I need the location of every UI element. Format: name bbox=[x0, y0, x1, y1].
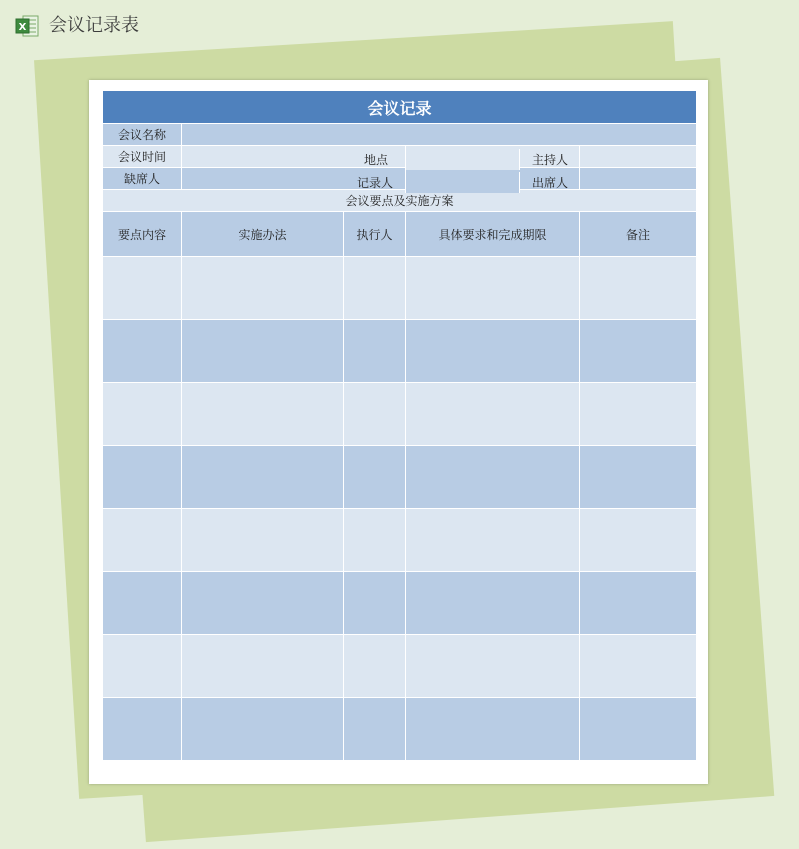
table-cell[interactable] bbox=[182, 698, 344, 761]
meeting-time-label: 会议时间 bbox=[103, 146, 182, 168]
host-row-cell bbox=[580, 146, 697, 168]
sheet-title: 会议记录 bbox=[103, 91, 697, 124]
table-cell[interactable] bbox=[406, 635, 580, 698]
table-cell[interactable] bbox=[406, 698, 580, 761]
table-row bbox=[103, 509, 697, 572]
table-cell[interactable] bbox=[580, 572, 697, 635]
table-cell[interactable] bbox=[103, 698, 182, 761]
recorder-label: 记录人 bbox=[357, 176, 394, 190]
app-title: 会议记录表 bbox=[49, 15, 139, 36]
location-cell[interactable] bbox=[405, 149, 520, 170]
table-cell[interactable] bbox=[580, 509, 697, 572]
table-cell[interactable] bbox=[344, 446, 406, 509]
table-cell[interactable] bbox=[182, 320, 344, 383]
table-row bbox=[103, 320, 697, 383]
table-cell[interactable] bbox=[344, 635, 406, 698]
table-cell[interactable] bbox=[182, 257, 344, 320]
table-cell[interactable] bbox=[580, 320, 697, 383]
meeting-record-table bbox=[102, 90, 697, 761]
table-cell[interactable] bbox=[103, 509, 182, 572]
table-cell[interactable] bbox=[344, 383, 406, 446]
attendees-label: 出席人 bbox=[532, 176, 569, 190]
table-cell[interactable] bbox=[406, 572, 580, 635]
table-cell[interactable] bbox=[406, 257, 580, 320]
column-header: 要点内容 bbox=[103, 212, 182, 257]
table-row bbox=[103, 635, 697, 698]
table-cell[interactable] bbox=[103, 572, 182, 635]
table-cell[interactable] bbox=[344, 320, 406, 383]
table-row bbox=[103, 446, 697, 509]
table-cell[interactable] bbox=[182, 572, 344, 635]
table-cell[interactable] bbox=[182, 383, 344, 446]
table-cell[interactable] bbox=[103, 635, 182, 698]
document-page bbox=[89, 80, 708, 784]
table-cell[interactable] bbox=[182, 635, 344, 698]
table-cell[interactable] bbox=[103, 320, 182, 383]
column-header: 实施办法 bbox=[182, 212, 344, 257]
table-cell[interactable] bbox=[103, 383, 182, 446]
table-cell[interactable] bbox=[580, 257, 697, 320]
column-header: 备注 bbox=[580, 212, 697, 257]
table-cell[interactable] bbox=[344, 509, 406, 572]
absent-label: 缺席人 bbox=[103, 168, 182, 190]
meeting-name-cell[interactable] bbox=[182, 124, 697, 146]
section-label: 会议要点及实施方案 bbox=[103, 190, 697, 212]
host-label: 主持人 bbox=[532, 153, 569, 167]
table-cell[interactable] bbox=[344, 572, 406, 635]
column-header: 执行人 bbox=[344, 212, 406, 257]
table-cell[interactable] bbox=[182, 446, 344, 509]
table-cell[interactable] bbox=[344, 698, 406, 761]
meeting-name-label: 会议名称 bbox=[103, 124, 182, 146]
table-cell[interactable] bbox=[580, 698, 697, 761]
table-cell[interactable] bbox=[406, 446, 580, 509]
table-cell[interactable] bbox=[182, 509, 344, 572]
recorder-cell[interactable] bbox=[405, 172, 520, 193]
table-row bbox=[103, 383, 697, 446]
table-cell[interactable] bbox=[580, 383, 697, 446]
table-cell[interactable] bbox=[406, 383, 580, 446]
location-label: 地点 bbox=[364, 153, 389, 167]
table-cell[interactable] bbox=[580, 446, 697, 509]
table-row bbox=[103, 572, 697, 635]
attendees-row-cell bbox=[580, 168, 697, 190]
table-cell[interactable] bbox=[580, 635, 697, 698]
column-header: 具体要求和完成期限 bbox=[406, 212, 580, 257]
table-cell[interactable] bbox=[406, 509, 580, 572]
table-cell[interactable] bbox=[406, 320, 580, 383]
excel-icon bbox=[14, 13, 40, 39]
table-row bbox=[103, 257, 697, 320]
table-cell[interactable] bbox=[344, 257, 406, 320]
svg-text:X: X bbox=[18, 22, 27, 33]
table-cell[interactable] bbox=[103, 446, 182, 509]
table-cell[interactable] bbox=[103, 257, 182, 320]
table-row bbox=[103, 698, 697, 761]
